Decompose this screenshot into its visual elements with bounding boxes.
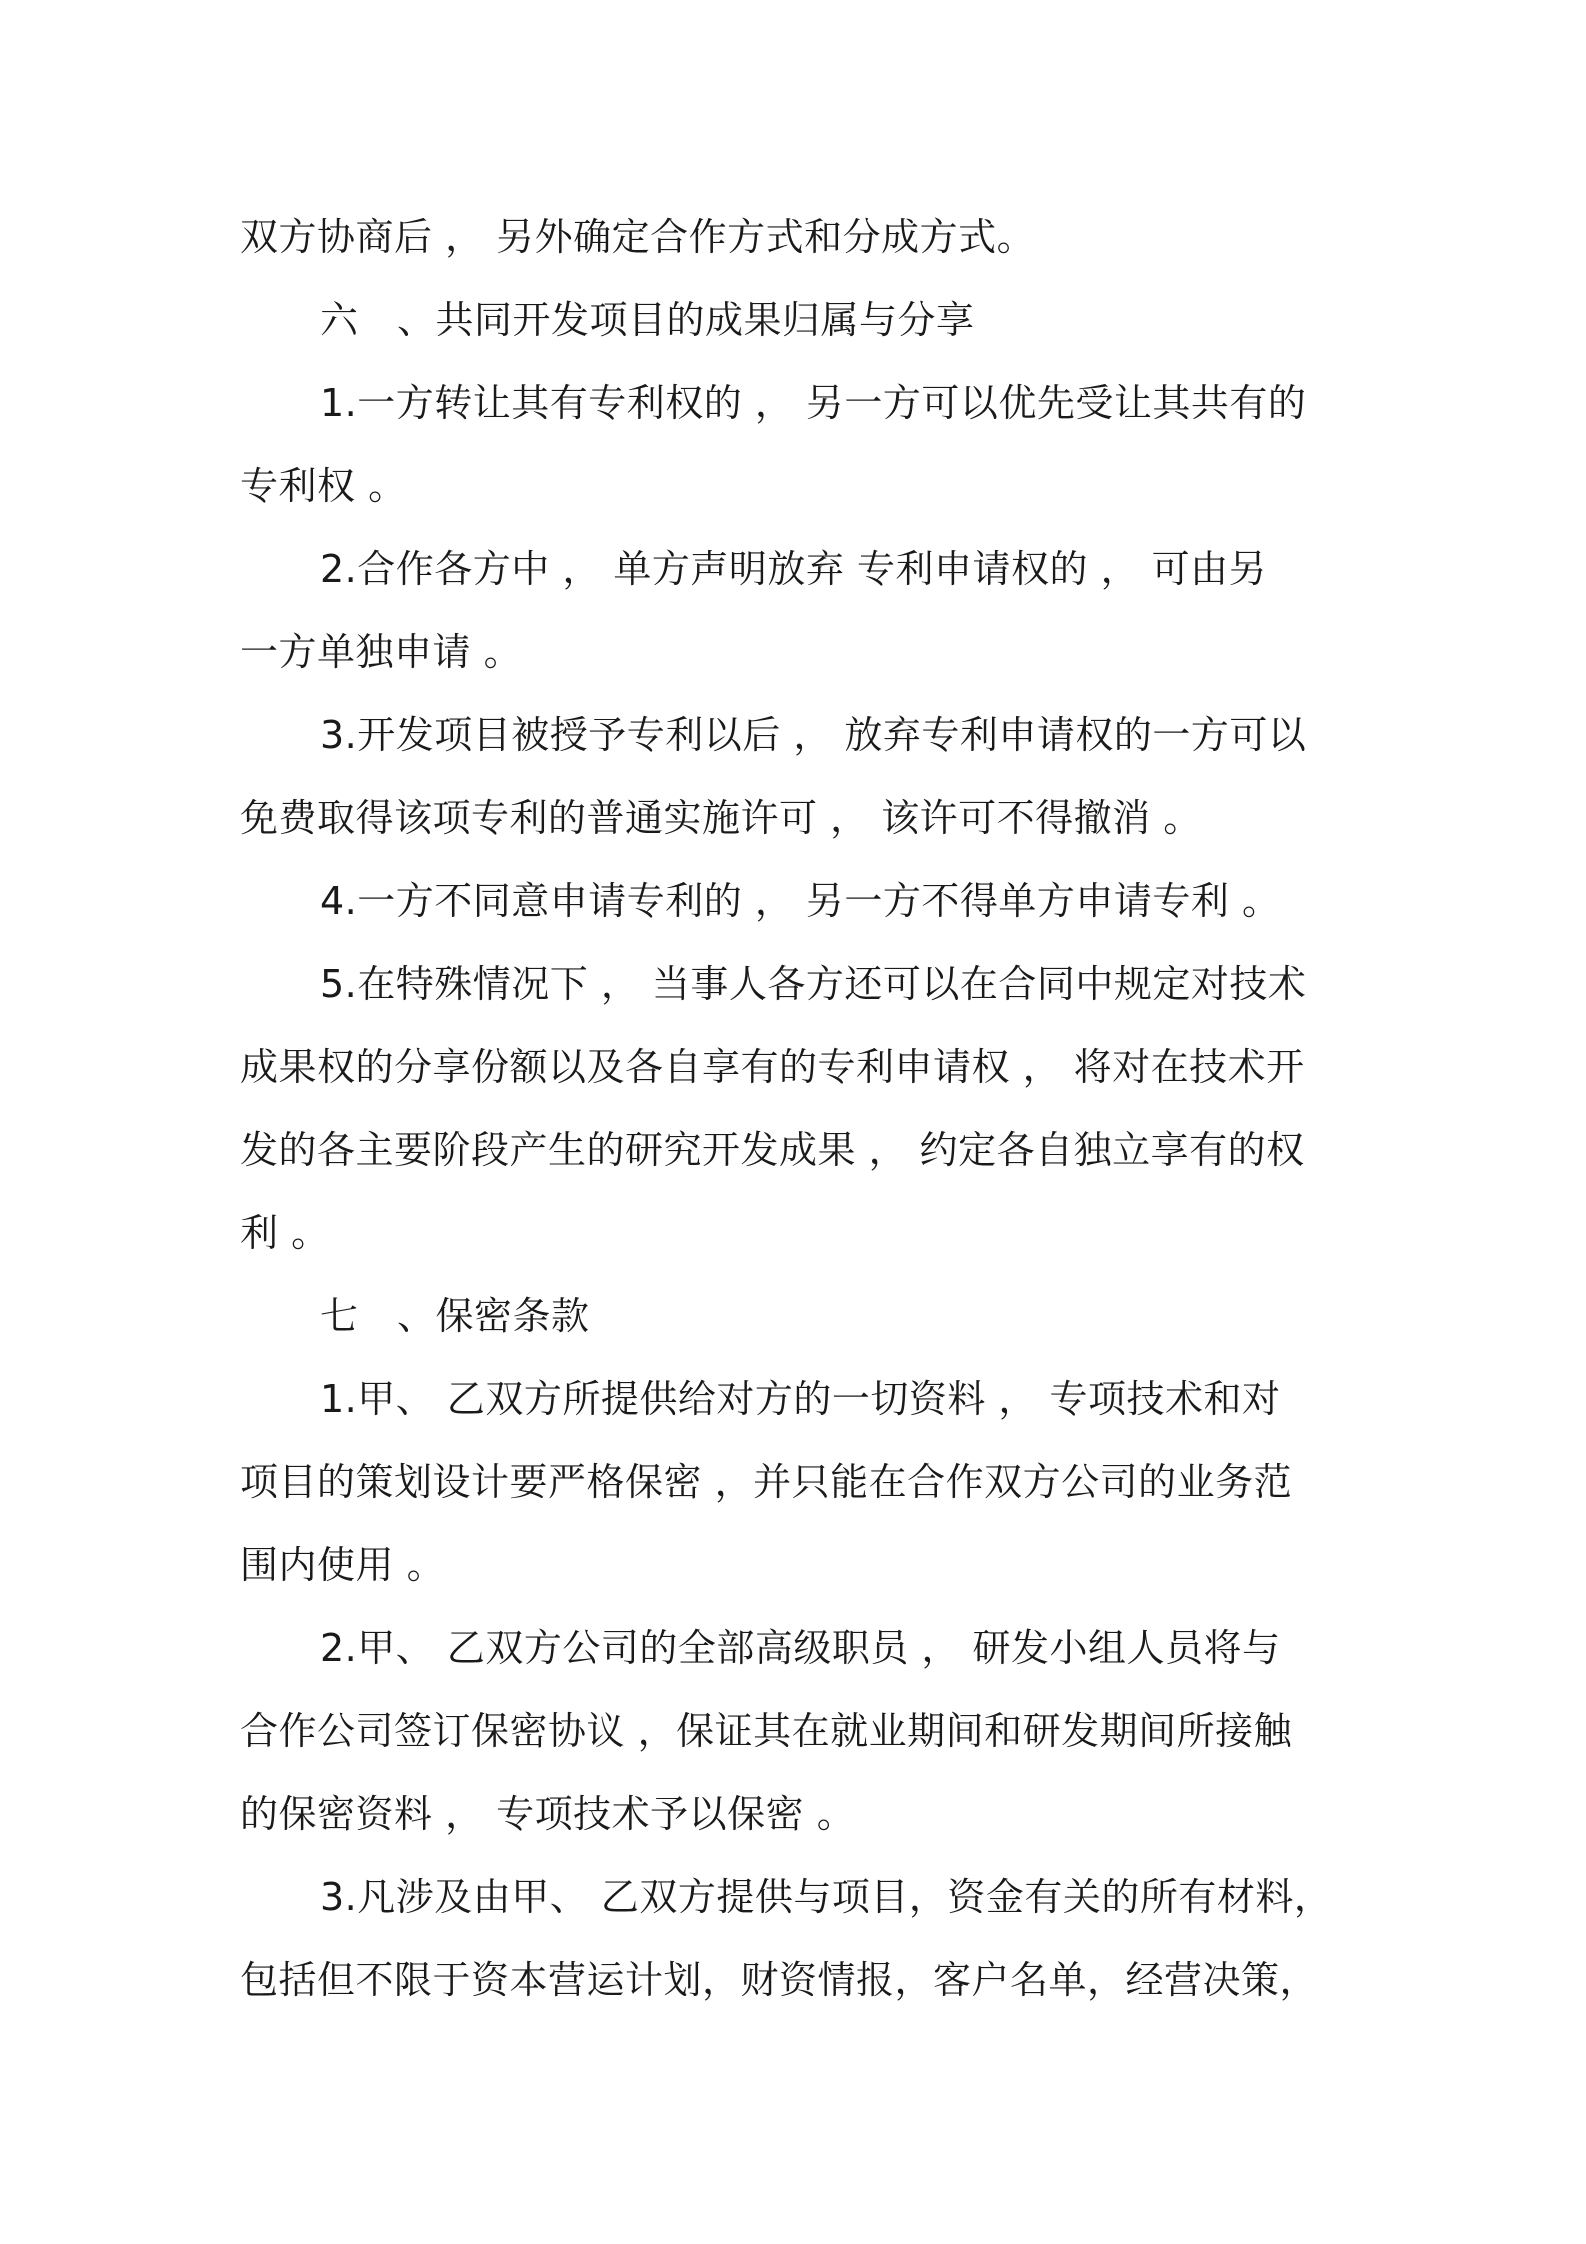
- text-line: 的保密资料 ， 专项技术予以保密 。: [240, 1792, 856, 1836]
- text-line: 一方单独申请 。: [240, 630, 523, 674]
- section-heading: 七 、保密条款: [320, 1294, 590, 1338]
- text-line: 免费取得该项专利的普通实施许可 ， 该许可不得撤消 。: [240, 796, 1202, 840]
- text-line: 双方协商后 ， 另外确定合作方式和分成方式。: [240, 215, 1036, 259]
- text-line: 围内使用 。: [240, 1543, 446, 1587]
- document-body: [240, 196, 1360, 2022]
- text-line: 3.凡涉及由甲、 乙双方提供与项目，资金有关的所有材料，: [320, 1875, 1333, 1919]
- text-line: 专利权 。: [240, 464, 407, 508]
- text-line: 发的各主要阶段产生的研究开发成果 ， 约定各自独立享有的权: [240, 1128, 1305, 1172]
- text-line: 2.合作各方中 ， 单方声明放弃 专利申请权的 ， 可由另: [320, 547, 1268, 591]
- text-line: 1.甲、 乙双方所提供给对方的一切资料 ， 专项技术和对: [320, 1377, 1281, 1421]
- text-line: 合作公司签订保密协议 ，保证其在就业期间和研发期间所接触: [240, 1709, 1293, 1753]
- text-line: 利 。: [240, 1211, 330, 1255]
- text-line: 4.一方不同意申请专利的 ， 另一方不得单方申请专利 。: [320, 879, 1281, 923]
- text-line: 3.开发项目被授予专利以后 ， 放弃专利申请权的一方可以: [320, 713, 1307, 757]
- text-line: 成果权的分享份额以及各自享有的专利申请权 ， 将对在技术开: [240, 1045, 1305, 1089]
- text-line: 1.一方转让其有专利权的 ， 另一方可以优先受让其共有的: [320, 381, 1307, 425]
- text-line: 5.在特殊情况下 ， 当事人各方还可以在合同中规定对技术: [320, 962, 1307, 1006]
- section-heading: 六 、共同开发项目的成果归属与分享: [320, 298, 975, 342]
- text-line: 2.甲、 乙双方公司的全部高级职员 ， 研发小组人员将与: [320, 1626, 1281, 1670]
- text-line: 项目的策划设计要严格保密 ，并只能在合作双方公司的业务范: [240, 1460, 1293, 1504]
- text-line: 包括但不限于资本营运计划，财资情报，客户名单，经营决策，: [240, 1958, 1319, 2002]
